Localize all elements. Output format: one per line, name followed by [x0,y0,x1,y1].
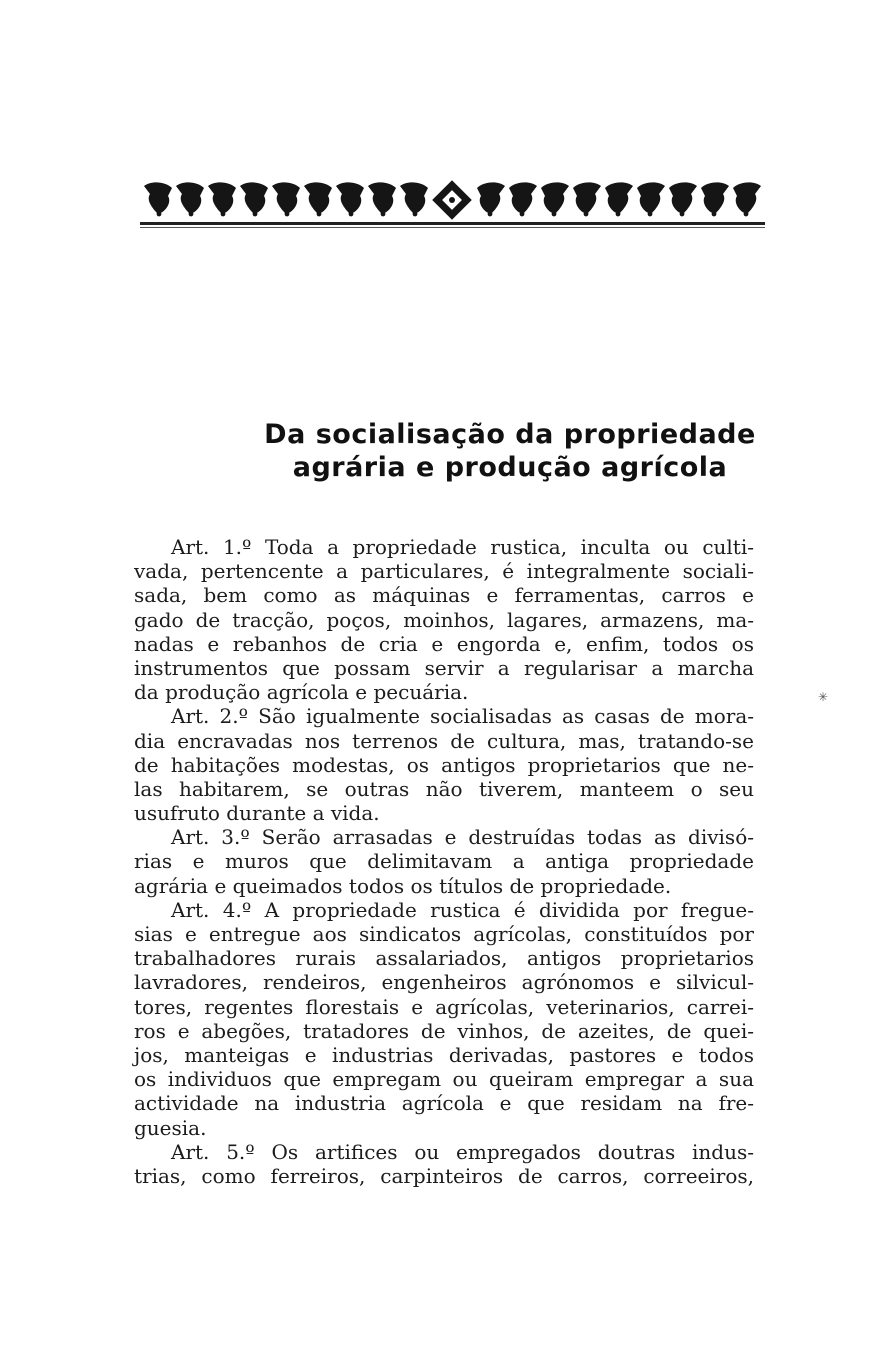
leaf-dot [413,212,418,217]
text-line: Art. 3.º Serão arrasadas e destruídas todas as divisó- [171,825,754,850]
leaf-dot [317,212,322,217]
leaf-dot [584,212,589,217]
text-line: dia encravadas nos terrenos de cultura, mas, tratando-se [134,728,754,753]
leaf-dot [648,212,653,217]
text-line: gado de tracção, poços, moinhos, lagares, armazens, ma- [134,607,754,632]
text-line: tores, regentes florestais e agrícolas, veterinarios, carrei- [134,994,754,1019]
text-line: sias e entregue aos sindicatos agrícolas, constituídos por [134,922,754,946]
leaf-shape [400,182,428,214]
text-line: vada, pertencente a particulares, é integralmente sociali- [134,559,754,584]
text-line: Art. 1.º Toda a propriedade rustica, inculta ou culti- [171,535,754,559]
text-line: de habitações modestas, os antigos proprietarios que ne- [134,752,754,777]
leaf-shape [637,182,665,214]
leaf-dot [221,212,226,217]
text-line: sada, bem como as máquinas e ferramentas, carros e [134,583,754,608]
leaf-shape [208,182,236,214]
leaf-shape [605,182,633,214]
leaf-dot [285,212,290,217]
leaf-shape [368,182,396,214]
leaf-shape [336,182,364,214]
text-line: trias, como ferreiros, carpinteiros de carros, correeiros, [134,1163,754,1188]
leaf-dot [520,212,525,217]
text-line: os individuos que empregam ou queiram empregar a sua [134,1067,754,1092]
leaf-dot [349,212,354,217]
text-line: ros e abegões, tratadores de vinhos, de azeites, de quei- [134,1018,754,1043]
leaf-dot [712,212,717,217]
leaf-dot [552,212,557,217]
leaf-dot [680,212,685,217]
section-title [240,418,780,484]
ink-speck: ✳ [818,690,829,704]
decorative-border-ornament [140,178,765,230]
leaf-shape [669,182,697,214]
leaf-shape [240,182,268,214]
leaf-dot [253,212,258,217]
text-line: instrumentos que possam servir a regularisar a marcha [134,655,754,680]
text-line: rias e muros que delimitavam a antiga propriedade [134,849,754,874]
leaf-dot [189,212,194,217]
section-title-line-2: agrária e produção agrícola [292,452,728,483]
leaf-shape [701,182,729,214]
leaf-shape [176,182,204,214]
leaf-shape [304,182,332,214]
leaf-dot [157,212,162,217]
leaf-shape [733,182,761,214]
text-line: nadas e rebanhos de cria e engorda e, enfim, todos os [134,631,754,656]
text-line: Art. 2.º São igualmente socialisadas as casas de mora- [171,704,754,729]
section-title-line-1: Da socialisação da propriedade [264,419,756,450]
leaf-dot [616,212,621,217]
text-line: Art. 4.º A propriedade rustica é dividida por fregue- [171,897,754,922]
text-line: guesia. [134,1115,207,1140]
border-rule-thin [140,227,765,228]
leaf-shape [144,182,172,214]
text-line: agrária e queimados todos os títulos de propriedade. [134,873,672,898]
text-line: actividade na industria agrícola e que residam na fre- [134,1091,754,1116]
text-line: Art. 5.º Os artifices ou empregados doutras indus- [171,1139,754,1164]
text-line: las habitarem, se outras não tiverem, manteem o seu [134,776,754,801]
text-line: usufruto durante a vida. [134,801,380,826]
border-rule [140,222,765,225]
article-text [134,535,754,1188]
leaf-shape [573,182,601,214]
rosette-dot [449,197,455,203]
text-line: lavradores, rendeiros, engenheiros agrónomos e silvicul- [134,970,754,995]
text-line: jos, manteigas e industrias derivadas, pastores e todos [134,1042,754,1067]
text-line: trabalhadores rurais assalariados, antigos proprietarios [134,946,754,971]
leaf-shape [541,182,569,214]
leaf-shape [509,182,537,214]
text-line: da produção agrícola e pecuária. [134,680,469,705]
leaf-dot [744,212,749,217]
leaf-dot [381,212,386,217]
leaf-dot [488,212,493,217]
leaf-shape [272,182,300,214]
leaf-border-icon [140,178,765,230]
leaf-shape [477,182,505,214]
